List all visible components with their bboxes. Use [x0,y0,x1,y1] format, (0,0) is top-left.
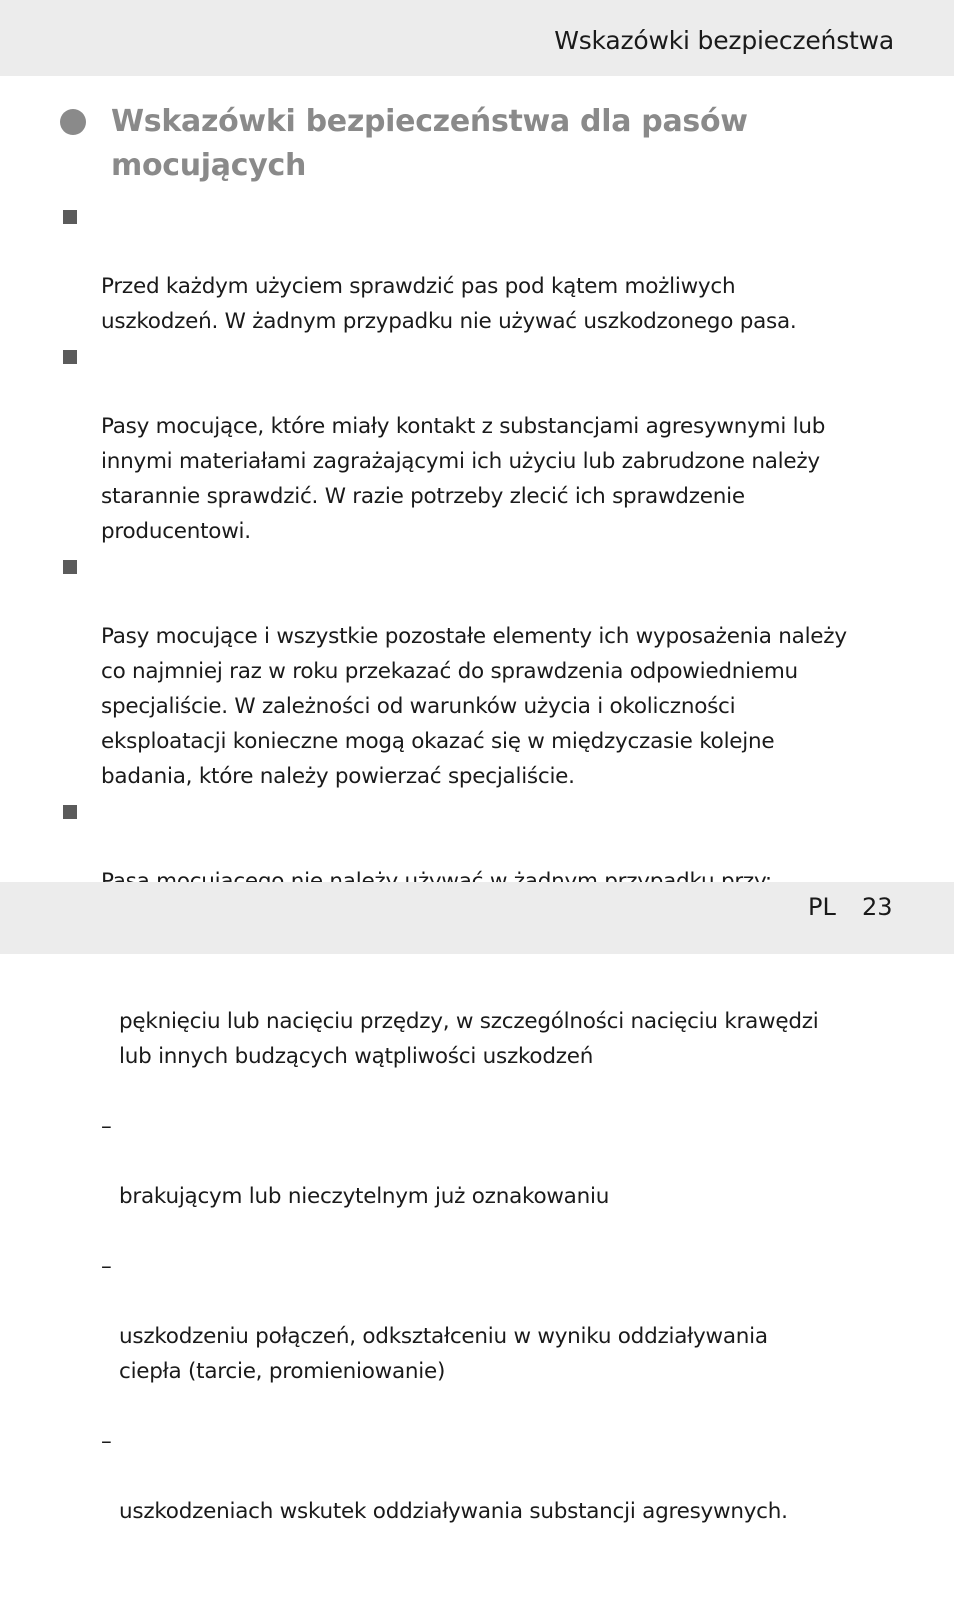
sub-list-item [0,1249,918,1389]
list-item-text: Przed każdym użyciem sprawdzić pas pod kątem możliwych uszkodzeń. W żadnym przypadku nie używać uszkodzonego pasa. [101,274,797,334]
dash-bullet: – [101,1254,112,1279]
list-item [0,199,954,339]
sub-list-item-text: uszkodzeniu połączeń, odkształceniu w wyniku oddziaływania ciepła (tarcie, promieniowanie) [119,1324,768,1384]
running-header-title: Wskazówki bezpieczeństwa [554,26,894,55]
sub-list [0,899,918,1564]
sub-list-item-text: uszkodzeniach wskutek oddziaływania substancji agresywnych. [119,1499,788,1524]
square-bullet-icon [63,805,77,819]
footer-language-code: PL [808,893,836,921]
sub-list-item-text: pęknięciu lub nacięciu przędzy, w szczególności nacięciu krawędzi lub innych budzących wątpliwości uszkodzeń [119,1009,819,1069]
section-heading: Wskazówki bezpieczeństwa dla pasów mocujących [111,104,748,183]
sub-list-item-text: brakującym lub nieczytelnym już oznakowaniu [119,1184,610,1209]
page-number: 23 [862,893,893,921]
sub-list-item [0,1109,918,1214]
sub-list-item [0,1424,918,1529]
list-item [0,549,954,794]
dash-bullet: – [101,1114,112,1139]
list-item-text: Pasy mocujące i wszystkie pozostałe elementy ich wyposażenia należy co najmniej raz w roku przekazać do sprawdzenia odpowiedniemu specjaliście. W zależności od warunków użycia i okoliczności eksploatacji konieczne mogą okazać się w międzyczasie kolejne badania, które należy powierzać specjaliście. [101,624,847,789]
square-bullet-icon [63,210,77,224]
section-bullet-dot [60,109,86,135]
square-bullet-icon [63,560,77,574]
sub-list-item [0,934,918,1074]
list-item-text: Pasy mocujące, które miały kontakt z substancjami agresywnymi lub innymi materiałami zagrażającymi ich użyciu lub zabrudzone należy starannie sprawdzić. W razie potrzeby zlecić ich sprawdzenie producentowi. [101,414,826,544]
list-item [0,339,954,549]
dash-bullet: – [101,1429,112,1454]
square-bullet-icon [63,350,77,364]
